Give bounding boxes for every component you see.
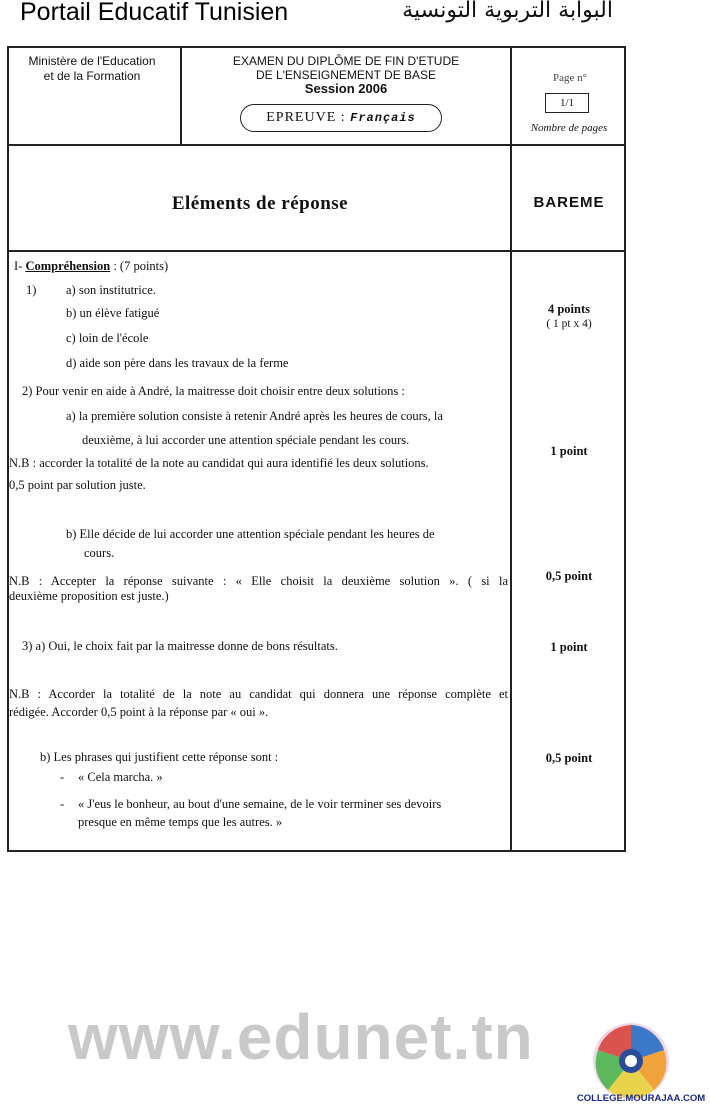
- epreuve-badge: [240, 104, 442, 132]
- page-count-caption: Nombre de pages: [530, 122, 608, 134]
- nb-2-line-2: deuxième proposition est juste.): [9, 589, 169, 603]
- row-divider-header: [8, 144, 625, 146]
- score-q2a: 1 point: [550, 444, 588, 458]
- q1-number: 1): [26, 283, 37, 297]
- ministry-line-2: et de la Formation: [43, 69, 141, 83]
- q1-answer-c: c) loin de l'école: [66, 331, 149, 345]
- section-number: I-: [14, 259, 23, 273]
- nb-3-line-1: N.B : Accorder la totalité de la note au candidat qui donnera une réponse complète et: [9, 687, 508, 701]
- ministry-line-1: Ministère de l'Education: [28, 54, 156, 68]
- section-heading: [14, 259, 168, 274]
- justification-quote-2-line-1: « J'eus le bonheur, au bout d'une semaine, de le voir terminer ses devoirs: [78, 797, 442, 811]
- bullet-dash-2: -: [60, 797, 65, 811]
- section-points: : (7 points): [113, 259, 169, 273]
- column-divider-left: [180, 47, 182, 145]
- page-number-label: Page n°: [552, 72, 588, 84]
- score-q1-detail: ( 1 pt x 4): [546, 318, 592, 330]
- q2-intro: 2) Pour venir en aide à André, la maitresse doit choisir entre deux solutions :: [22, 384, 405, 398]
- epreuve-label: EPREUVE :: [266, 110, 346, 125]
- score-q1: [513, 302, 625, 332]
- exam-line-2: DE L'ENSEIGNEMENT DE BASE: [255, 68, 437, 82]
- exam-session: Session 2006: [304, 81, 388, 96]
- q3-a: 3) a) Oui, le choix fait par la maitresse donne de bons résultats.: [22, 639, 338, 653]
- nb-2-line-1: N.B : Accepter la réponse suivante : « Elle choisit la deuxième solution ». ( si la: [9, 574, 508, 588]
- nb-3-line-2: rédigée. Accorder 0,5 point à la réponse par « oui ».: [9, 705, 269, 719]
- q2-b-line-1: b) Elle décide de lui accorder une attention spéciale pendant les heures de: [66, 527, 435, 541]
- mouraja-logo-icon: [590, 1020, 672, 1102]
- bullet-dash-1: -: [60, 770, 65, 784]
- q1-answer-d: d) aide son père dans les travaux de la ferme: [66, 356, 289, 370]
- site-title-fr: Portail Educatif Tunisien: [20, 0, 289, 26]
- page-number-value: 1/1: [545, 93, 589, 113]
- exam-line-1: EXAMEN DU DIPLÔME DE FIN D'ETUDE: [232, 54, 460, 68]
- justification-quote-1: « Cela marcha. »: [78, 770, 163, 784]
- q1-answer-b: b) un élève fatigué: [66, 306, 160, 320]
- score-q1-value: 4 points: [547, 302, 591, 316]
- exam-label: [186, 54, 506, 96]
- logo-center-dot: [625, 1055, 637, 1067]
- nb-1-line-2: 0,5 point par solution juste.: [9, 478, 146, 492]
- q2-a-line-1: a) la première solution consiste à retenir André après les heures de cours, la: [66, 409, 443, 423]
- logo-caption: COLLEGE.MOURAJAA.COM: [576, 1093, 706, 1104]
- q1-answer-a: a) son institutrice.: [66, 283, 156, 297]
- row-divider-title: [8, 250, 625, 252]
- score-q3a: 1 point: [550, 640, 588, 654]
- bareme-header: BAREME: [533, 194, 605, 211]
- column-divider-right: [510, 47, 512, 851]
- nb-1-line-1: N.B : accorder la totalité de la note au candidat qui aura identifié les deux solutions.: [9, 456, 429, 470]
- watermark-text: www.edunet.tn: [68, 1001, 534, 1073]
- score-q2b: 0,5 point: [545, 569, 593, 583]
- q3-b-intro: b) Les phrases qui justifient cette réponse sont :: [40, 750, 279, 764]
- section-title: Compréhension: [25, 259, 111, 273]
- ministry-label: [12, 54, 172, 84]
- table-title: Eléments de réponse: [171, 193, 349, 214]
- epreuve-subject: Français: [350, 111, 416, 125]
- q2-b-line-2: cours.: [84, 546, 115, 560]
- site-title-ar: البوابة التربوية التونسية: [402, 0, 613, 23]
- q2-a-line-2: deuxième, à lui accorder une attention spéciale pendant les cours.: [82, 433, 410, 447]
- score-q3b: 0,5 point: [545, 751, 593, 765]
- justification-quote-2-line-2: presque en même temps que les autres. »: [78, 815, 283, 829]
